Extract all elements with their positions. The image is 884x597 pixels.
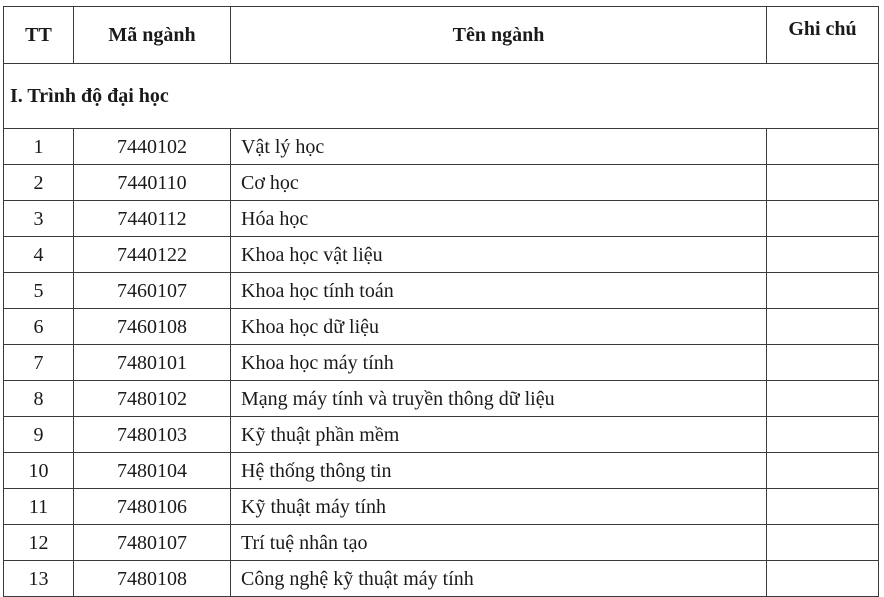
- table-row: [4, 129, 879, 165]
- row-name-cell: Hệ thống thông tin: [231, 453, 767, 489]
- table-row: [4, 489, 879, 525]
- table-row: [4, 453, 879, 489]
- row-tt-cell: 10: [4, 453, 74, 489]
- row-code-cell: 7480104: [74, 453, 231, 489]
- row-code-cell: 7480101: [74, 345, 231, 381]
- row-tt-cell: 9: [4, 417, 74, 453]
- row-name-cell: Hóa học: [231, 201, 767, 237]
- row-tt-cell: 8: [4, 381, 74, 417]
- row-tt-cell: 2: [4, 165, 74, 201]
- section-row: [4, 64, 879, 129]
- row-code-cell: 7460108: [74, 309, 231, 345]
- row-name-cell: Kỹ thuật máy tính: [231, 489, 767, 525]
- row-name-cell: Khoa học vật liệu: [231, 237, 767, 273]
- row-note-cell: [767, 345, 879, 381]
- row-note-cell: [767, 417, 879, 453]
- row-note-cell: [767, 561, 879, 597]
- table-row: [4, 561, 879, 597]
- row-note-cell: [767, 309, 879, 345]
- row-tt-cell: 6: [4, 309, 74, 345]
- row-name-cell: Mạng máy tính và truyền thông dữ liệu: [231, 381, 767, 417]
- row-name-cell: Khoa học tính toán: [231, 273, 767, 309]
- row-code-cell: 7480102: [74, 381, 231, 417]
- row-note-cell: [767, 129, 879, 165]
- row-tt-cell: 11: [4, 489, 74, 525]
- table-row: [4, 525, 879, 561]
- row-note-cell: [767, 201, 879, 237]
- row-code-cell: 7480106: [74, 489, 231, 525]
- table-row: [4, 345, 879, 381]
- row-name-cell: Công nghệ kỹ thuật máy tính: [231, 561, 767, 597]
- table-row: [4, 165, 879, 201]
- table-row: [4, 381, 879, 417]
- row-note-cell: [767, 237, 879, 273]
- row-code-cell: 7440112: [74, 201, 231, 237]
- row-tt-cell: 4: [4, 237, 74, 273]
- row-tt-cell: 13: [4, 561, 74, 597]
- row-code-cell: 7480103: [74, 417, 231, 453]
- row-name-cell: Trí tuệ nhân tạo: [231, 525, 767, 561]
- row-name-cell: Khoa học máy tính: [231, 345, 767, 381]
- table-row: [4, 201, 879, 237]
- row-tt-cell: 3: [4, 201, 74, 237]
- row-tt-cell: 12: [4, 525, 74, 561]
- program-table: [3, 6, 879, 597]
- row-name-cell: Khoa học dữ liệu: [231, 309, 767, 345]
- header-note: Ghi chú: [767, 7, 879, 64]
- row-name-cell: Vật lý học: [231, 129, 767, 165]
- row-code-cell: 7440102: [74, 129, 231, 165]
- row-note-cell: [767, 489, 879, 525]
- row-note-cell: [767, 165, 879, 201]
- row-code-cell: 7440122: [74, 237, 231, 273]
- row-note-cell: [767, 525, 879, 561]
- table-row: [4, 237, 879, 273]
- header-name: Tên ngành: [231, 7, 767, 64]
- program-list-document: [3, 6, 878, 597]
- row-tt-cell: 5: [4, 273, 74, 309]
- row-note-cell: [767, 381, 879, 417]
- section-title: I. Trình độ đại học: [4, 64, 879, 129]
- row-tt-cell: 7: [4, 345, 74, 381]
- table-row: [4, 309, 879, 345]
- row-code-cell: 7480107: [74, 525, 231, 561]
- row-code-cell: 7440110: [74, 165, 231, 201]
- row-note-cell: [767, 453, 879, 489]
- row-name-cell: Cơ học: [231, 165, 767, 201]
- table-row: [4, 273, 879, 309]
- row-code-cell: 7460107: [74, 273, 231, 309]
- header-tt: TT: [4, 7, 74, 64]
- table-row: [4, 417, 879, 453]
- row-name-cell: Kỹ thuật phần mềm: [231, 417, 767, 453]
- row-code-cell: 7480108: [74, 561, 231, 597]
- table-header-row: [4, 7, 879, 64]
- row-tt-cell: 1: [4, 129, 74, 165]
- header-code: Mã ngành: [74, 7, 231, 64]
- row-note-cell: [767, 273, 879, 309]
